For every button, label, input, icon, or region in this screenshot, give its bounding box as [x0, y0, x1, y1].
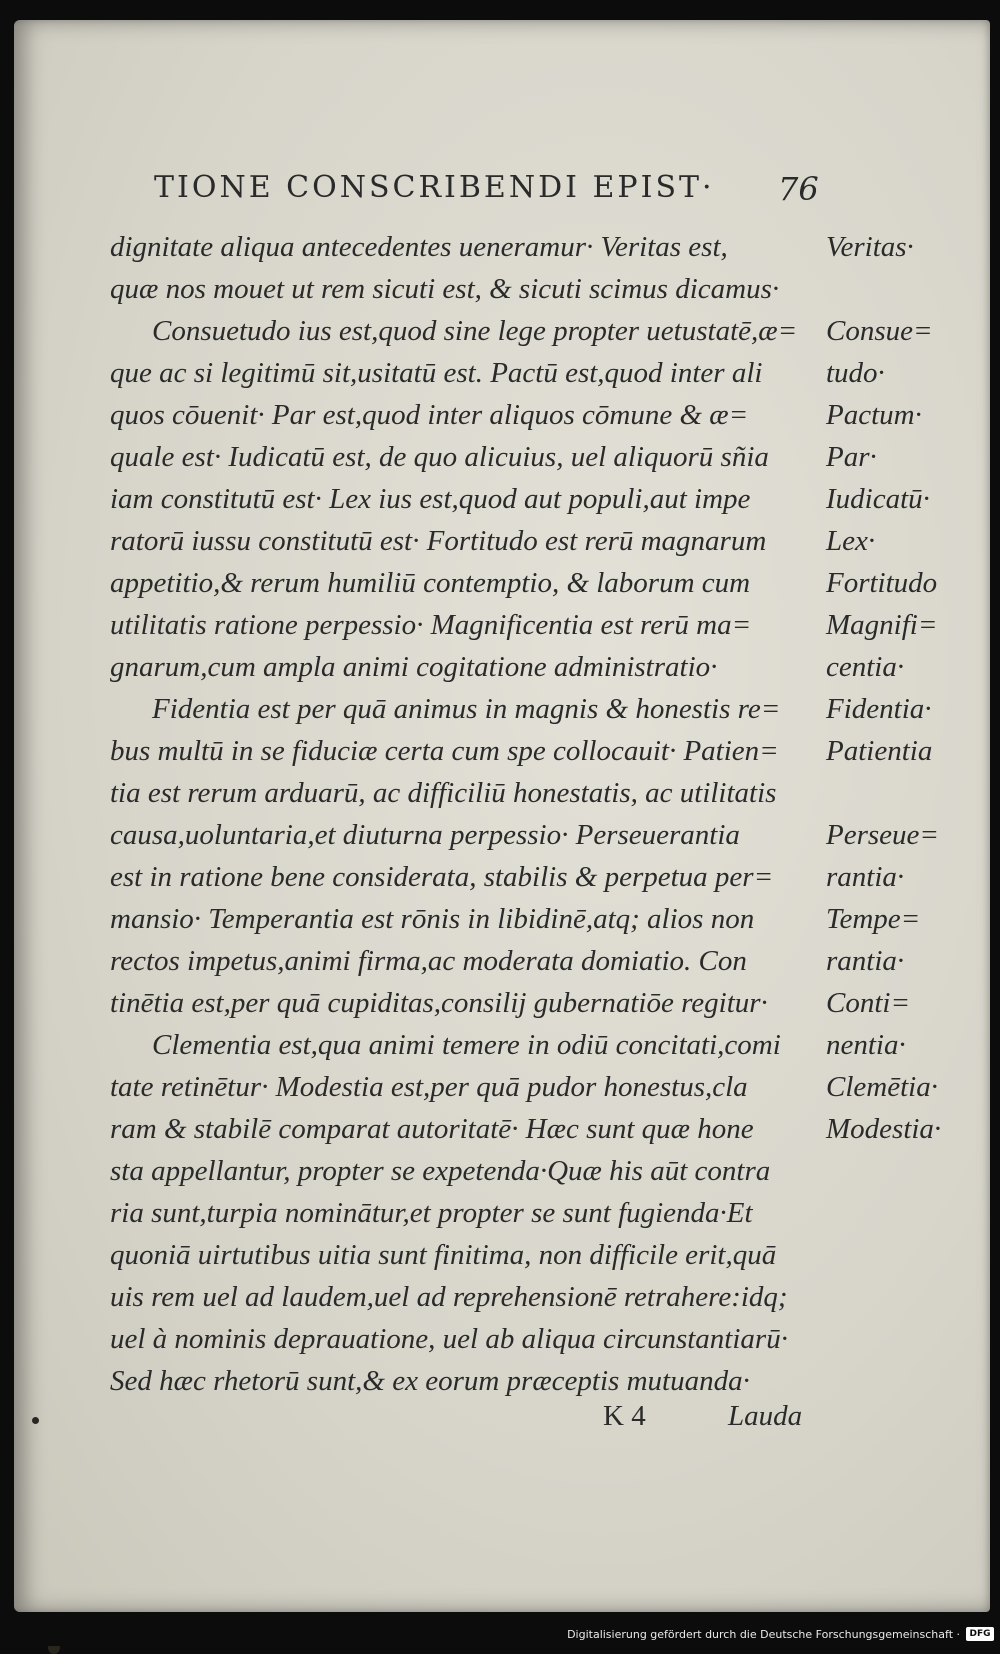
text-line: ram & stabilē comparat autoritatē· Hæc sunt quæ hone — [110, 1113, 754, 1145]
text-line: Sed hæc rhetorū sunt,& ex eorum præceptis mutuanda· — [110, 1365, 750, 1397]
text-line: dignitate aliqua antecedentes ueneramur· Veritas est, — [110, 231, 728, 263]
text-line: ratorū iussu constitutū est· Fortitudo est rerū magnarum — [110, 525, 767, 557]
text-line: est in ratione bene considerata, stabilis & perpetua per= — [110, 861, 774, 893]
margin-note: Fidentia· — [826, 693, 932, 725]
text-line: mansio· Temperantia est rōnis in libidinē,atq; alios non — [110, 903, 755, 935]
text-line: que ac si legitimū sit,usitatū est. Pactū est,quod inter ali — [110, 357, 763, 389]
margin-note: Consue= — [826, 315, 933, 347]
text-line: tate retinētur· Modestia est,per quā pudor honestus,cla — [110, 1071, 748, 1103]
text-line: appetitio,& rerum humiliū contemptio, & laborum cum — [110, 567, 751, 599]
book-page — [14, 20, 990, 1612]
text-line: uis rem uel ad laudem,uel ad reprehensionē retrahere:idq; — [110, 1281, 788, 1313]
margin-note: rantia· — [826, 861, 905, 893]
text-line: ria sunt,turpia nominātur,et propter se sunt fugienda·Et — [110, 1197, 753, 1229]
catchword: Lauda — [728, 1400, 803, 1432]
folio-number: 76 — [778, 170, 819, 208]
margin-note: Pactum· — [826, 399, 922, 431]
margin-note: Conti= — [826, 987, 911, 1019]
running-title: TIONE CONSCRIBENDI EPIST· — [154, 170, 715, 205]
text-line: uel à nominis deprauatione, uel ab aliqua circunstantiarū· — [110, 1323, 788, 1355]
signature-mark: K 4 — [603, 1400, 646, 1432]
margin-note: centia· — [826, 651, 905, 683]
dfg-logo: DFG — [966, 1627, 994, 1641]
margin-note: Iudicatū· — [826, 483, 930, 515]
text-line: gnarum,cum ampla animi cogitatione administratio· — [110, 651, 718, 683]
margin-note: nentia· — [826, 1029, 906, 1061]
text-line: quale est· Iudicatū est, de quo alicuius, uel aliquorū sñia — [110, 441, 769, 473]
text-line: utilitatis ratione perpessio· Magnificentia est rerū ma= — [110, 609, 752, 641]
text-line: iam constitutū est· Lex ius est,quod aut populi,aut impe — [110, 483, 751, 515]
text-line: tinētia est,per quā cupiditas,consilij gubernatiōe regitur· — [110, 987, 768, 1019]
digitization-credit: Digitalisierung gefördert durch die Deutsche Forschungsgemeinschaft · — [567, 1628, 960, 1641]
text-line: Consuetudo ius est,quod sine lege propter uetustatē,æ= — [152, 315, 798, 347]
margin-note: Par· — [826, 441, 877, 473]
text-line: Clementia est,qua animi temere in odiū concitati,comi — [152, 1029, 781, 1061]
ink-spot — [32, 1417, 39, 1424]
margin-note: rantia· — [826, 945, 905, 977]
text-line: quos cōuenit· Par est,quod inter aliquos cōmune & æ= — [110, 399, 749, 431]
text-line: sta appellantur, propter se expetenda·Quæ his aūt contra — [110, 1155, 771, 1187]
margin-note: tudo· — [826, 357, 885, 389]
text-line: causa,uoluntaria,et diuturna perpessio· Perseuerantia — [110, 819, 740, 851]
text-line: Fidentia est per quā animus in magnis & honestis re= — [152, 693, 781, 725]
margin-note: Patientia — [826, 735, 933, 767]
margin-note: Modestia· — [826, 1113, 942, 1145]
text-line: bus multū in se fiduciæ certa cum spe collocauit· Patien= — [110, 735, 779, 767]
main-text-block — [110, 226, 820, 1402]
margin-note: Lex· — [826, 525, 876, 557]
text-line: quoniā uirtutibus uitia sunt finitima, non difficile erit,quā — [110, 1239, 777, 1271]
margin-note: Clemētia· — [826, 1071, 938, 1103]
margin-note: Magnifi= — [826, 609, 938, 641]
margin-note: Fortitudo — [826, 567, 938, 599]
text-line: rectos impetus,animi firma,ac moderata domiatio. Con — [110, 945, 747, 977]
text-line: tia est rerum arduarū, ac difficiliū honestatis, ac utilitatis — [110, 777, 777, 809]
text-line: quæ nos mouet ut rem sicuti est, & sicuti scimus dicamus· — [110, 273, 780, 305]
margin-note: Perseue= — [826, 819, 939, 851]
margin-note: Veritas· — [826, 231, 914, 263]
margin-note: Tempe= — [826, 903, 921, 935]
